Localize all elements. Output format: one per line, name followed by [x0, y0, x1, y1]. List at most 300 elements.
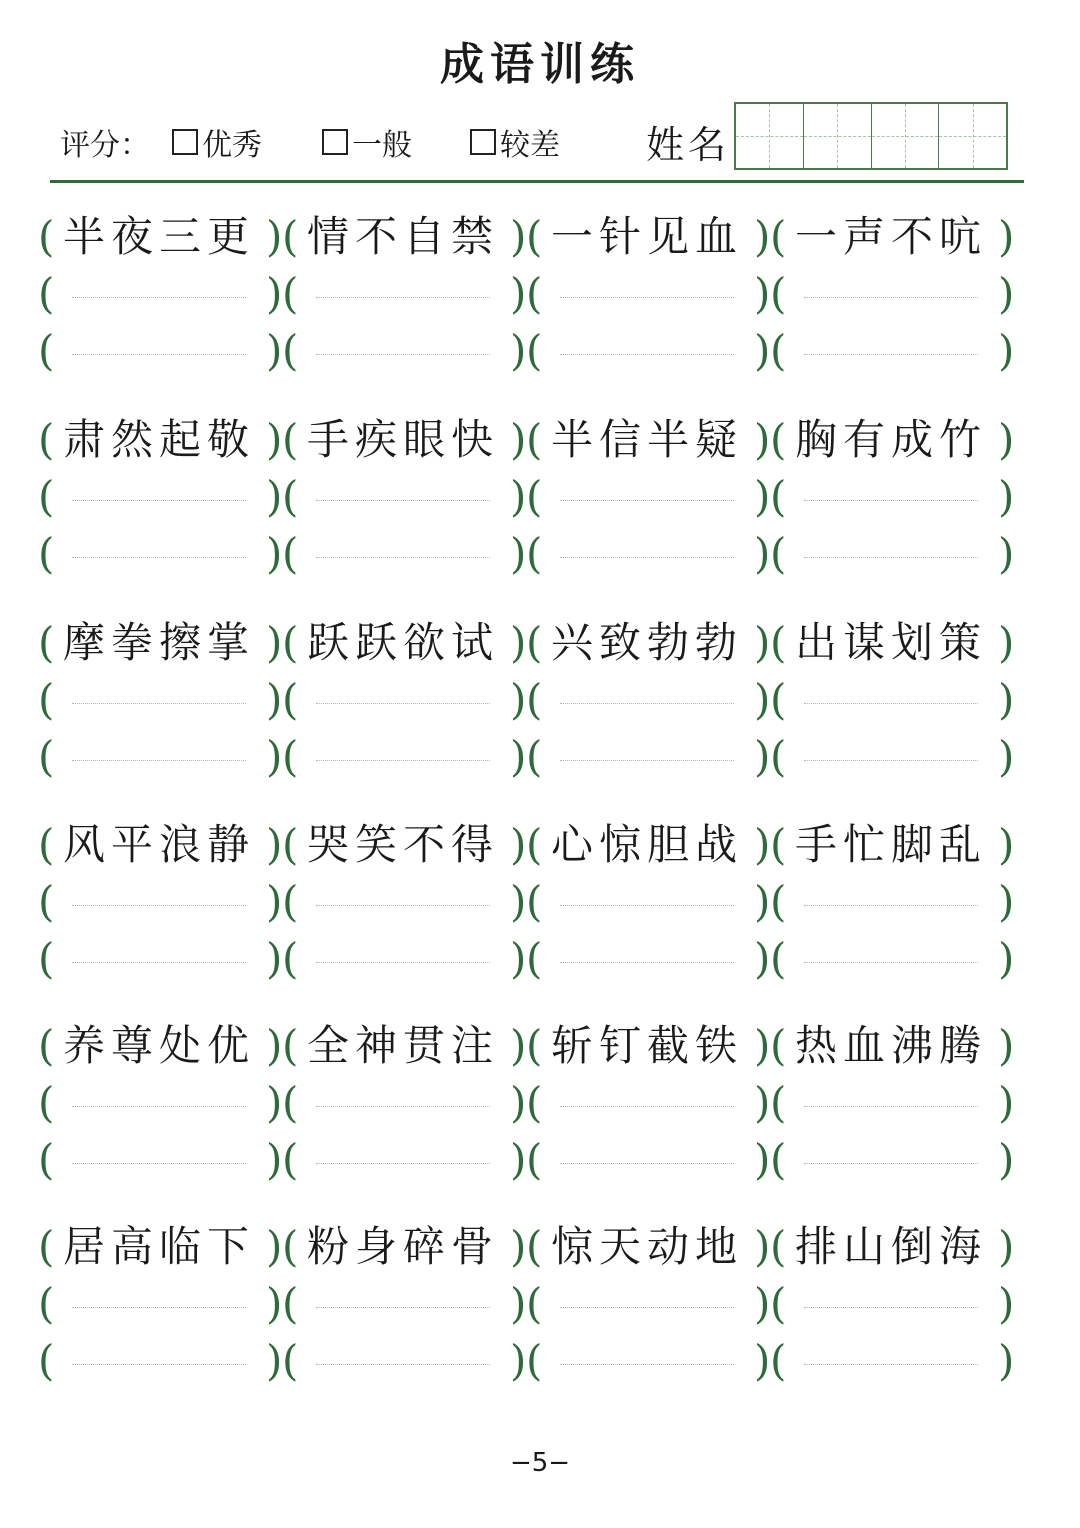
left-paren: (: [526, 415, 543, 464]
left-paren: (: [38, 1279, 55, 1328]
right-paren: ): [754, 212, 771, 261]
writing-blank[interactable]: [792, 472, 990, 522]
idiom-cell: [548, 1222, 746, 1272]
dotted-guide-line: [804, 1364, 978, 1365]
rating-option-average[interactable]: [322, 120, 412, 164]
left-paren: (: [770, 675, 787, 724]
idiom-text: 惊天动地: [550, 1222, 743, 1271]
idiom-cell: [792, 618, 990, 668]
writing-blank[interactable]: [304, 1078, 502, 1128]
rating-option-label: 优秀: [202, 128, 262, 163]
left-paren: (: [770, 1078, 787, 1127]
right-paren: ): [998, 1222, 1015, 1271]
right-paren: ): [266, 326, 283, 375]
right-paren: ): [998, 877, 1015, 926]
left-paren: (: [282, 326, 299, 375]
writing-blank[interactable]: [60, 269, 258, 319]
dotted-guide-line: [72, 703, 246, 704]
left-paren: (: [282, 1135, 299, 1184]
right-paren: ): [266, 415, 283, 464]
left-paren: (: [526, 1336, 543, 1385]
writing-blank[interactable]: [304, 529, 502, 579]
dotted-guide-line: [560, 354, 734, 355]
right-paren: ): [266, 934, 283, 983]
idiom-cell: [548, 618, 746, 668]
name-grid-cell[interactable]: [736, 104, 804, 168]
dotted-guide-line: [316, 1307, 490, 1308]
right-paren: ): [510, 877, 527, 926]
name-grid-cell[interactable]: [939, 104, 1006, 168]
writing-blank[interactable]: [548, 732, 746, 782]
rating-option-label: 一般: [352, 128, 412, 163]
idiom-row: [40, 820, 1030, 870]
dotted-guide-line: [560, 557, 734, 558]
header-row: [60, 100, 1020, 172]
practice-row[interactable]: [40, 529, 1030, 579]
writing-blank[interactable]: [60, 1279, 258, 1329]
right-paren: ): [266, 212, 283, 261]
dotted-guide-line: [804, 1163, 978, 1164]
right-paren: ): [754, 1279, 771, 1328]
dotted-guide-line: [72, 1307, 246, 1308]
left-paren: (: [282, 1222, 299, 1271]
dotted-guide-line: [804, 703, 978, 704]
right-paren: ): [998, 326, 1015, 375]
idiom-text: 半夜三更: [62, 212, 255, 261]
left-paren: (: [282, 877, 299, 926]
dotted-guide-line: [560, 962, 734, 963]
left-paren: (: [770, 934, 787, 983]
left-paren: (: [770, 269, 787, 318]
dotted-guide-line: [72, 297, 246, 298]
right-paren: ): [754, 877, 771, 926]
right-paren: ): [266, 472, 283, 521]
left-paren: (: [526, 1279, 543, 1328]
idiom-cell: [304, 618, 502, 668]
idiom-cell: [304, 820, 502, 870]
idiom-cell: [548, 1021, 746, 1071]
idiom-cell: [792, 820, 990, 870]
right-paren: ): [510, 326, 527, 375]
writing-blank[interactable]: [304, 732, 502, 782]
rating-option-poor[interactable]: [470, 120, 560, 164]
left-paren: (: [770, 472, 787, 521]
right-paren: ): [266, 618, 283, 667]
dotted-guide-line: [316, 557, 490, 558]
writing-blank[interactable]: [304, 934, 502, 984]
idiom-cell: [304, 1222, 502, 1272]
right-paren: ): [998, 934, 1015, 983]
right-paren: ): [754, 618, 771, 667]
right-paren: ): [998, 529, 1015, 578]
right-paren: ): [754, 1336, 771, 1385]
left-paren: (: [38, 326, 55, 375]
idiom-row: [40, 1222, 1030, 1272]
writing-blank[interactable]: [792, 675, 990, 725]
left-paren: (: [526, 472, 543, 521]
left-paren: (: [526, 820, 543, 869]
right-paren: ): [510, 415, 527, 464]
left-paren: (: [526, 877, 543, 926]
idiom-text: 跃跃欲试: [306, 618, 499, 667]
idiom-text: 全神贯注: [306, 1021, 499, 1070]
dotted-guide-line: [560, 1163, 734, 1164]
left-paren: (: [38, 934, 55, 983]
right-paren: ): [998, 675, 1015, 724]
dotted-guide-line: [560, 297, 734, 298]
checkbox-poor[interactable]: [470, 129, 496, 155]
idiom-cell: [60, 415, 258, 465]
writing-blank[interactable]: [548, 1135, 746, 1185]
writing-blank[interactable]: [60, 472, 258, 522]
right-paren: ): [266, 269, 283, 318]
writing-blank[interactable]: [548, 269, 746, 319]
left-paren: (: [770, 618, 787, 667]
dotted-guide-line: [560, 1307, 734, 1308]
right-paren: ): [510, 732, 527, 781]
idiom-cell: [60, 212, 258, 262]
writing-blank[interactable]: [792, 326, 990, 376]
writing-blank[interactable]: [60, 934, 258, 984]
dotted-guide-line: [72, 760, 246, 761]
left-paren: (: [526, 732, 543, 781]
idiom-row: [40, 212, 1030, 262]
writing-blank[interactable]: [548, 877, 746, 927]
writing-blank[interactable]: [792, 732, 990, 782]
practice-row[interactable]: [40, 326, 1030, 376]
left-paren: (: [526, 326, 543, 375]
dotted-guide-line: [560, 905, 734, 906]
dotted-guide-line: [72, 962, 246, 963]
dotted-guide-line: [560, 760, 734, 761]
dotted-guide-line: [72, 1163, 246, 1164]
right-paren: ): [998, 1135, 1015, 1184]
left-paren: (: [282, 1279, 299, 1328]
dotted-guide-line: [72, 1106, 246, 1107]
writing-blank[interactable]: [792, 1336, 990, 1386]
right-paren: ): [998, 1078, 1015, 1127]
idiom-cell: [792, 1021, 990, 1071]
dotted-guide-line: [560, 703, 734, 704]
left-paren: (: [770, 1021, 787, 1070]
left-paren: (: [38, 1222, 55, 1271]
left-paren: (: [282, 1078, 299, 1127]
left-paren: (: [38, 618, 55, 667]
idiom-cell: [548, 415, 746, 465]
left-paren: (: [770, 1135, 787, 1184]
writing-blank[interactable]: [792, 269, 990, 319]
right-paren: ): [998, 732, 1015, 781]
right-paren: ): [998, 415, 1015, 464]
idiom-cell: [792, 1222, 990, 1272]
left-paren: (: [770, 732, 787, 781]
right-paren: ): [266, 732, 283, 781]
idiom-text: 哭笑不得: [306, 820, 499, 869]
writing-blank[interactable]: [60, 326, 258, 376]
right-paren: ): [754, 326, 771, 375]
idiom-row: [40, 415, 1030, 465]
writing-blank[interactable]: [792, 1135, 990, 1185]
left-paren: (: [38, 1135, 55, 1184]
writing-blank[interactable]: [548, 326, 746, 376]
writing-blank[interactable]: [60, 1135, 258, 1185]
writing-blank[interactable]: [792, 934, 990, 984]
practice-row[interactable]: [40, 472, 1030, 522]
writing-blank[interactable]: [548, 1279, 746, 1329]
left-paren: (: [282, 212, 299, 261]
right-paren: ): [998, 269, 1015, 318]
idiom-cell: [548, 820, 746, 870]
dotted-guide-line: [72, 500, 246, 501]
dotted-guide-line: [560, 500, 734, 501]
dotted-guide-line: [72, 354, 246, 355]
left-paren: (: [526, 269, 543, 318]
idiom-text: 胸有成竹: [794, 415, 987, 464]
rating-option-excellent[interactable]: [172, 120, 262, 164]
dotted-guide-line: [316, 962, 490, 963]
idiom-cell: [304, 415, 502, 465]
left-paren: (: [38, 1078, 55, 1127]
right-paren: ): [510, 1078, 527, 1127]
dotted-guide-line: [72, 1364, 246, 1365]
idiom-text: 情不自禁: [306, 212, 499, 261]
dotted-guide-line: [804, 1307, 978, 1308]
writing-blank[interactable]: [548, 529, 746, 579]
dotted-guide-line: [316, 1106, 490, 1107]
left-paren: (: [38, 1021, 55, 1070]
right-paren: ): [754, 472, 771, 521]
dotted-guide-line: [316, 760, 490, 761]
idiom-text: 一声不吭: [794, 212, 987, 261]
rating-label: 评分：: [60, 128, 150, 163]
idiom-cell: [60, 1021, 258, 1071]
writing-blank[interactable]: [548, 472, 746, 522]
writing-blank[interactable]: [792, 1279, 990, 1329]
right-paren: ): [998, 1279, 1015, 1328]
dotted-guide-line: [316, 905, 490, 906]
right-paren: ): [510, 1222, 527, 1271]
dotted-guide-line: [804, 297, 978, 298]
left-paren: (: [38, 212, 55, 261]
writing-blank[interactable]: [548, 1336, 746, 1386]
left-paren: (: [282, 472, 299, 521]
left-paren: (: [770, 877, 787, 926]
left-paren: (: [282, 1021, 299, 1070]
right-paren: ): [510, 529, 527, 578]
practice-row[interactable]: [40, 1336, 1030, 1386]
writing-blank[interactable]: [304, 1135, 502, 1185]
right-paren: ): [998, 618, 1015, 667]
idiom-cell: [60, 1222, 258, 1272]
idiom-text: 养尊处优: [62, 1021, 255, 1070]
idiom-row: [40, 1021, 1030, 1071]
header-divider: [50, 180, 1024, 183]
left-paren: (: [770, 415, 787, 464]
idiom-text: 风平浪静: [62, 820, 255, 869]
dotted-guide-line: [804, 500, 978, 501]
dotted-guide-line: [72, 557, 246, 558]
left-paren: (: [282, 732, 299, 781]
checkbox-average[interactable]: [322, 129, 348, 155]
idiom-cell: [304, 212, 502, 262]
practice-row[interactable]: [40, 1279, 1030, 1329]
name-grid-cell[interactable]: [872, 104, 940, 168]
left-paren: (: [282, 675, 299, 724]
right-paren: ): [998, 1021, 1015, 1070]
left-paren: (: [526, 1078, 543, 1127]
writing-blank[interactable]: [60, 1336, 258, 1386]
writing-blank[interactable]: [304, 326, 502, 376]
idiom-row: [40, 618, 1030, 668]
left-paren: (: [526, 675, 543, 724]
idiom-text: 斩钉截铁: [550, 1021, 743, 1070]
left-paren: (: [526, 934, 543, 983]
right-paren: ): [266, 1222, 283, 1271]
writing-blank[interactable]: [60, 877, 258, 927]
left-paren: (: [770, 529, 787, 578]
practice-row[interactable]: [40, 675, 1030, 725]
right-paren: ): [510, 618, 527, 667]
idiom-text: 出谋划策: [794, 618, 987, 667]
writing-blank[interactable]: [304, 1279, 502, 1329]
writing-blank[interactable]: [304, 877, 502, 927]
left-paren: (: [526, 618, 543, 667]
left-paren: (: [770, 1336, 787, 1385]
writing-blank[interactable]: [792, 529, 990, 579]
practice-row[interactable]: [40, 1078, 1030, 1128]
checkbox-excellent[interactable]: [172, 129, 198, 155]
right-paren: ): [510, 675, 527, 724]
writing-blank[interactable]: [60, 1078, 258, 1128]
idiom-cell: [548, 212, 746, 262]
right-paren: ): [510, 934, 527, 983]
left-paren: (: [38, 877, 55, 926]
right-paren: ): [266, 1279, 283, 1328]
left-paren: (: [38, 675, 55, 724]
left-paren: (: [38, 732, 55, 781]
dotted-guide-line: [804, 962, 978, 963]
idiom-text: 半信半疑: [550, 415, 743, 464]
dotted-guide-line: [316, 1163, 490, 1164]
right-paren: ): [754, 820, 771, 869]
writing-blank[interactable]: [548, 1078, 746, 1128]
right-paren: ): [754, 1222, 771, 1271]
right-paren: ): [754, 529, 771, 578]
writing-blank[interactable]: [60, 675, 258, 725]
idiom-text: 排山倒海: [794, 1222, 987, 1271]
dotted-guide-line: [560, 1364, 734, 1365]
writing-blank[interactable]: [304, 675, 502, 725]
idiom-cell: [792, 212, 990, 262]
right-paren: ): [510, 212, 527, 261]
dotted-guide-line: [316, 297, 490, 298]
name-writing-grid[interactable]: [734, 102, 1008, 170]
idiom-text: 粉身碎骨: [306, 1222, 499, 1271]
right-paren: ): [754, 1135, 771, 1184]
left-paren: (: [38, 269, 55, 318]
writing-blank[interactable]: [60, 732, 258, 782]
practice-row[interactable]: [40, 1135, 1030, 1185]
dotted-guide-line: [72, 905, 246, 906]
right-paren: ): [998, 820, 1015, 869]
right-paren: ): [754, 269, 771, 318]
idiom-cell: [304, 1021, 502, 1071]
practice-row[interactable]: [40, 934, 1030, 984]
practice-row[interactable]: [40, 269, 1030, 319]
right-paren: ): [266, 529, 283, 578]
left-paren: (: [38, 1336, 55, 1385]
writing-blank[interactable]: [304, 1336, 502, 1386]
idiom-text: 手忙脚乱: [794, 820, 987, 869]
dotted-guide-line: [316, 703, 490, 704]
idiom-text: 肃然起敬: [62, 415, 255, 464]
writing-blank[interactable]: [792, 877, 990, 927]
name-label: 姓名: [646, 123, 731, 167]
left-paren: (: [770, 1279, 787, 1328]
writing-blank[interactable]: [548, 675, 746, 725]
left-paren: (: [38, 472, 55, 521]
dotted-guide-line: [804, 905, 978, 906]
dotted-guide-line: [316, 500, 490, 501]
left-paren: (: [282, 1336, 299, 1385]
rating-option-label: 较差: [500, 128, 560, 163]
idiom-text: 摩拳擦掌: [62, 618, 255, 667]
left-paren: (: [38, 820, 55, 869]
idiom-text: 居高临下: [62, 1222, 255, 1271]
right-paren: ): [510, 472, 527, 521]
idiom-text: 手疾眼快: [306, 415, 499, 464]
writing-blank[interactable]: [304, 472, 502, 522]
writing-blank[interactable]: [304, 269, 502, 319]
page-title: 成语训练: [440, 39, 640, 90]
right-paren: ): [510, 1135, 527, 1184]
left-paren: (: [770, 1222, 787, 1271]
practice-row[interactable]: [40, 877, 1030, 927]
left-paren: (: [38, 529, 55, 578]
left-paren: (: [526, 212, 543, 261]
right-paren: ): [266, 675, 283, 724]
practice-row[interactable]: [40, 732, 1030, 782]
left-paren: (: [282, 820, 299, 869]
right-paren: ): [510, 1021, 527, 1070]
dotted-guide-line: [804, 557, 978, 558]
dotted-guide-line: [316, 354, 490, 355]
right-paren: ): [754, 732, 771, 781]
right-paren: ): [510, 820, 527, 869]
right-paren: ): [754, 934, 771, 983]
left-paren: (: [282, 415, 299, 464]
right-paren: ): [754, 1078, 771, 1127]
left-paren: (: [770, 326, 787, 375]
left-paren: (: [282, 618, 299, 667]
left-paren: (: [38, 415, 55, 464]
right-paren: ): [266, 1135, 283, 1184]
writing-blank[interactable]: [548, 934, 746, 984]
name-grid-cell[interactable]: [804, 104, 872, 168]
page-number: −5−: [509, 1448, 571, 1478]
writing-blank[interactable]: [792, 1078, 990, 1128]
writing-blank[interactable]: [60, 529, 258, 579]
left-paren: (: [526, 1222, 543, 1271]
left-paren: (: [282, 934, 299, 983]
right-paren: ): [510, 1279, 527, 1328]
left-paren: (: [526, 1021, 543, 1070]
right-paren: ): [754, 675, 771, 724]
right-paren: ): [510, 1336, 527, 1385]
left-paren: (: [282, 529, 299, 578]
right-paren: ): [266, 820, 283, 869]
right-paren: ): [266, 1078, 283, 1127]
